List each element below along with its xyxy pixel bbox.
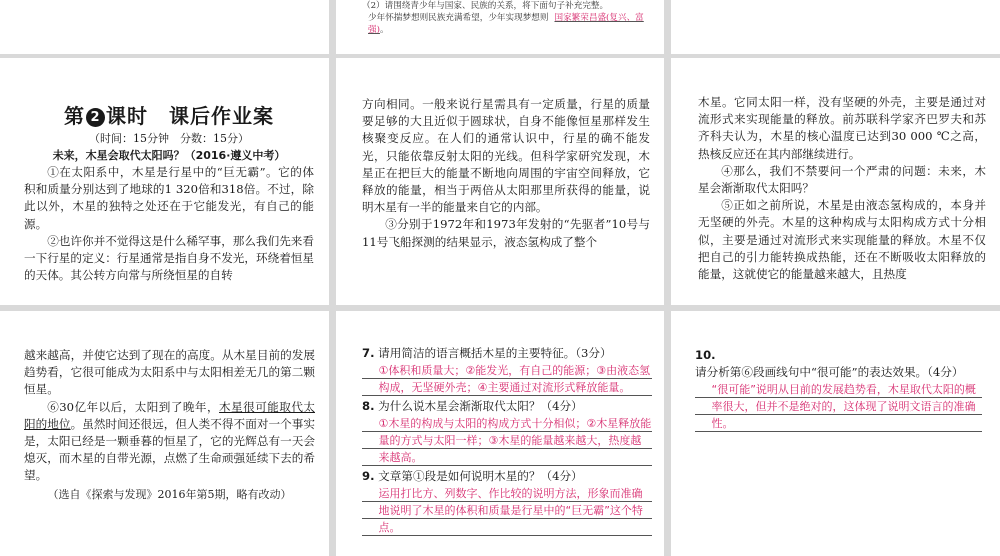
top-answer-fill-cont: 强) bbox=[368, 25, 380, 35]
answer-10: “很可能”说明从目前的发展趋势看，木星取代太阳的概率很大，但并不是绝对的，这体现了说明文语言的准确性。 bbox=[695, 381, 982, 432]
paragraph-4: ④那么，我们不禁要问一个严肃的问题：未来，木星会渐渐取代太阳吗？ bbox=[698, 163, 986, 196]
time-score-info: （时间：15分钟 分数：15分） bbox=[89, 132, 249, 145]
questions-panel bbox=[336, 311, 664, 556]
paragraph-6: ⑥30亿年以后，太阳到了晚年，木星很可能取代太阳的地位。虽然时间还很远，但人类不得不面对一个事实是，太阳已经是一颗垂暮的恒星了，它的光辉总有一天会熄灭，而木星的自带光源，点燃了生命顽强延续下去的希望。 bbox=[24, 399, 315, 483]
paragraph-1: ①在太阳系中，木星是行星中的“巨无霸”。它的体积和质量分别达到了地球的1 320倍和318倍。不过，除此以外，木星的独特之处还在于它能发光，有自己的能源。 bbox=[24, 165, 314, 231]
article-panel-3 bbox=[671, 58, 1000, 305]
top-answer-fill: 国家繁荣昌盛(复兴、富 bbox=[554, 13, 644, 23]
paragraph-2-continued: 方向相同。一般来说行星需具有一定质量，行星的质量要足够的大且近似于圆球状，自身不能像恒星那样发生核聚变反应。在人们的通常认识中，行星的确不能发光，只能依靠反射太阳的光线。但科学家研究发现，木星正在把巨大的能量不断地向周围的宇宙空间释放，它释放的能量，相当于两倍从太阳那里所获得的能量，说明木星有一半的能量来自它的内部。 bbox=[362, 97, 650, 215]
article-panel-4 bbox=[0, 311, 329, 556]
question-8: 8. 为什么说木星会渐渐取代太阳？（4分） ①木星的构成与太阳的构成方式十分相似；②木星释放能量的方式与太阳一样；③木星的能量越来越大，热度越来越高。 bbox=[362, 399, 652, 464]
paragraph-5: ⑤正如之前所说，木星是由液态氢构成的，本身并无坚硬的外壳。木星的这种构成与太阳构成方式十分相似，主要是通过对流形式来实现能量的释放。木星不仅把自己的引力能转换成热能，还在不断吸收太阳释放的能量，这就使它的能量越来越大，且热度 bbox=[698, 198, 986, 282]
answer-8: ①木星的构成与太阳的构成方式十分相似；②木星释放能量的方式与太阳一样；③木星的能量越来越大，热度越来越高。 bbox=[362, 415, 652, 466]
question-9: 9. 文章第①段是如何说明木星的？（4分） 运用打比方、列数字、作比较的说明方法，形象而准确地说明了木星的体积和质量是行星中的“巨无霸”这个特点。 bbox=[362, 468, 652, 536]
lesson-number-badge: 2 bbox=[86, 108, 105, 127]
lesson-title: 第 2 课时 课后作业案 bbox=[64, 104, 274, 128]
question-7: 7. 请用简洁的语言概括木星的主要特征。（3分） ①体积和质量大；②能发光，有自己的能源；③由液态氢构成，无坚硬外壳；④主要通过对流形式释放能量。 bbox=[362, 346, 651, 394]
answer-7: ①体积和质量大；②能发光，有自己的能源；③由液态氢构成，无坚硬外壳；④主要通过对流形式释放能量。 bbox=[362, 362, 652, 396]
top-panel-right bbox=[671, 0, 1000, 54]
paragraph-3-continued: 木星。它同太阳一样，没有坚硬的外壳，主要是通过对流形式来实现能量的释放。前苏联科学家齐巴罗夫和苏齐科夫认为，木星的核心温度已达到30 000 ℃之高，热核反应还在其内部继续进行。 bbox=[698, 95, 986, 161]
article-title: 未来，木星会取代太阳吗？（2016·遵义中考） bbox=[52, 149, 286, 162]
question-10: 10. 请分析第⑥段画线句中“很可能”的表达效果。（4分） “很可能”说明从目前的发展趋势看，木星取代太阳的概率很大，但并不是绝对的，这体现了说明文语言的准确性。 bbox=[695, 347, 982, 432]
top-answer-line: 少年怀揣梦想则民族充满希望，少年实现梦想则 国家繁荣昌盛(复兴、富 强)。 bbox=[368, 13, 644, 35]
paragraph-2: ②也许你并不觉得这是什么稀罕事，那么我们先来看一下行星的定义：行星通常是指自身不发光，环绕着恒星的天体。其公转方向常与所绕恒星的自转 bbox=[24, 233, 314, 283]
top-question-line: （2）请围绕青少年与国家、民族的关系，将下面句子补充完整。 bbox=[362, 1, 609, 11]
questions-panel-2 bbox=[671, 311, 1000, 556]
answer-9: 运用打比方、列数字、作比较的说明方法，形象而准确地说明了木星的体积和质量是行星中的“巨无霸”这个特点。 bbox=[362, 485, 652, 536]
top-panel-left bbox=[0, 0, 329, 54]
underlined-sentence: 木星很可能取代太阳的地位 bbox=[24, 399, 315, 431]
paragraph-3: ③分别于1972年和1973年发射的“先驱者”10号与11号飞船探测的结果显示，液态氢构成了整个 bbox=[362, 217, 650, 249]
lesson-panel bbox=[0, 58, 329, 305]
paragraph-5-continued: 越来越高，并使它达到了现在的高度。从木星目前的发展趋势看，它很可能成为太阳系中与太阳相差无几的第二颗恒星。 bbox=[24, 348, 315, 397]
article-source: （选自《探索与发现》2016年第5期，略有改动） bbox=[47, 487, 292, 501]
top-panel-middle bbox=[336, 0, 664, 54]
article-panel-2 bbox=[336, 58, 664, 305]
top-question-fragment bbox=[362, 0, 662, 36]
